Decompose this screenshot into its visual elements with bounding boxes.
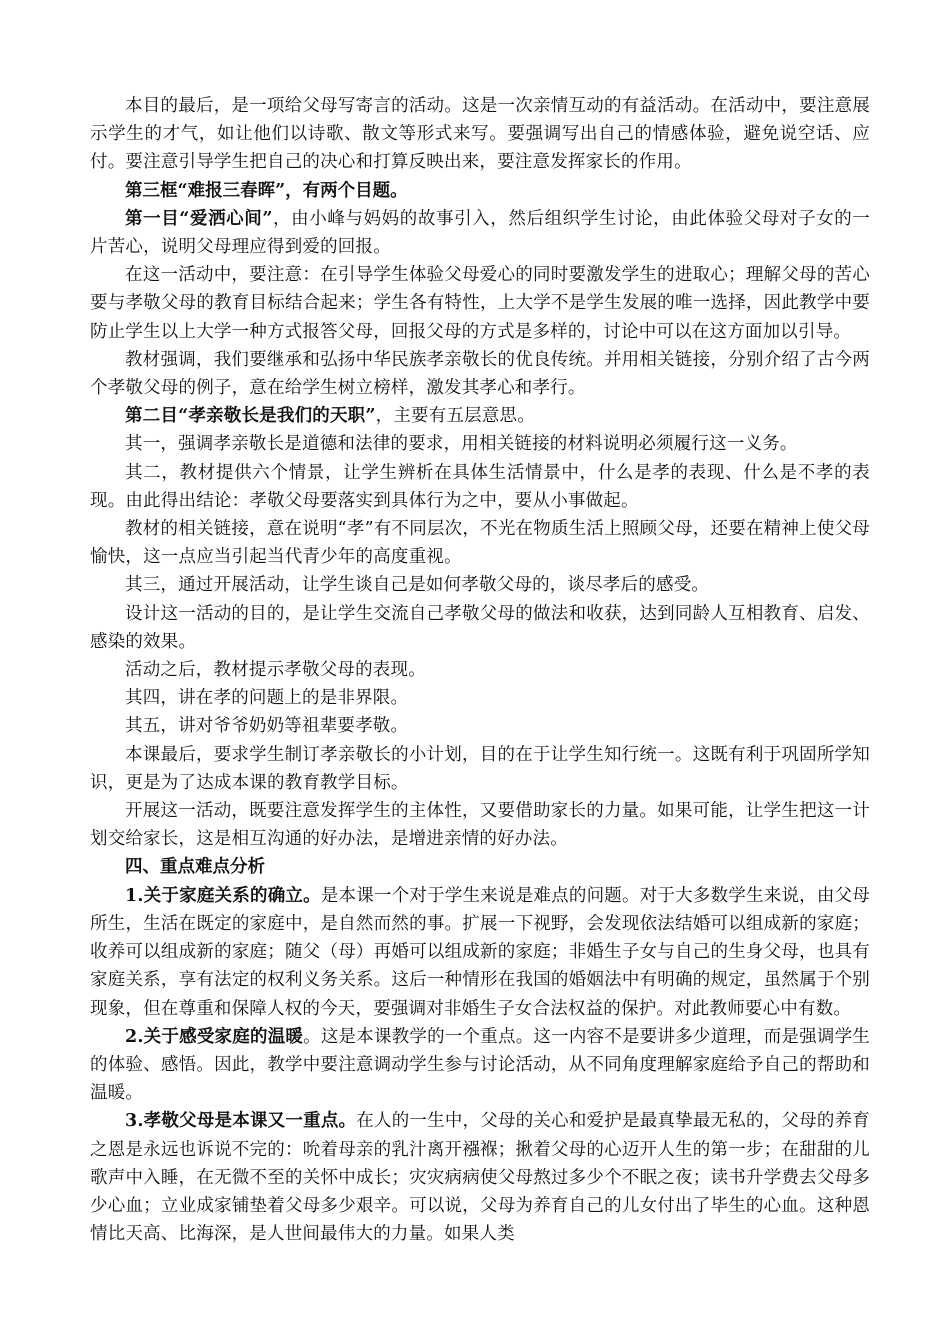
document-page <box>90 92 870 1248</box>
paragraph-point-five: 其五，讲对爷爷奶奶等祖辈要孝敬。 <box>125 716 409 737</box>
section-heading-key-points: 四、重点难点分析 <box>125 857 265 878</box>
paragraph-parent-message-activity: 本目的最后，是一项给父母写寄言的活动。这是一次亲情互动的有益活动。在活动中，要注意展示学生的才气，如让他们以诗歌、散文等形式来写。要强调写出自己的情感体验，避免说空话、应付。要注意引导学生把自己的决心和打算反映出来，要注意发挥家长的作用。 <box>90 96 870 173</box>
paragraph-family-relations <box>90 882 870 1023</box>
paragraph-point-two: 其二，教材提供六个情景，让学生辨析在具体生活情景中，什么是孝的表现、什么是不孝的表现。由此得出结论：孝敬父母要落实到具体行为之中，要从小事做起。 <box>90 462 870 511</box>
item-body: ，由小峰与妈妈的故事引入，然后组织学生讨论，由此体验父母对子女的一片苦心，说明父母理应得到爱的回报。 <box>90 208 870 258</box>
section-heading-third-frame: 第三框“难报三春晖”，有两个目题。 <box>125 180 408 201</box>
paragraph-first-item <box>90 205 870 261</box>
paragraph-related-link: 教材的相关链接，意在说明“孝”有不同层次，不光在物质生活上照顾父母，还要在精神上使父母愉快，这一点应当引起当代青少年的高度重视。 <box>90 519 870 568</box>
paragraph-family-warmth <box>90 1023 870 1108</box>
paragraph-point-one: 其一，强调孝亲敬长是道德和法律的要求，用相关链接的材料说明必须履行这一义务。 <box>125 434 798 455</box>
paragraph-after-activity: 活动之后，教材提示孝敬父母的表现。 <box>125 660 426 681</box>
item-title-love-in-heart: 第一目“爱洒心间” <box>125 208 273 229</box>
paragraph-second-item <box>90 402 870 430</box>
paragraph-lesson-end: 本课最后，要求学生制订孝亲敬长的小计划，目的在于让学生知行统一。这既有利于巩固所学知识，更是为了达成本课的教育教学目标。 <box>90 744 870 793</box>
item-body: ，主要有五层意思。 <box>375 406 535 427</box>
paragraph-tradition: 教材强调，我们要继承和弘扬中华民族孝亲敬长的优良传统。并用相关链接，分别介绍了古今两个孝敬父母的例子，意在给学生树立榜样，激发其孝心和孝行。 <box>90 349 870 399</box>
key-point-body-3: 在人的一生中，父母的关心和爱护是最真挚最无私的，父母的养育之恩是永远也诉说不完的：吮着母亲的乳汁离开襁褓；揪着父母的心迈开人生的第一步；在甜甜的儿歌声中入睡，在无微不至的关怀中成长；灾灾病病使父母熬过多少个不眠之夜；读书升学费去父母多少心血；立业成家铺垫着父母多少艰辛。可以说，父母为养育自己的儿女付出了毕生的心血。这种恩情比天高、比海深，是人世间最伟大的力量。如果人类 <box>90 1111 870 1245</box>
paragraph-activity-notes: 在这一活动中，要注意：在引导学生体验父母爱心的同时要激发学生的进取心；理解父母的苦心要与孝敬父母的教育目标结合起来；学生各有特性，上大学不是学生发展的唯一选择，因此教学中要防止学生以上大学一种方式报答父母，回报父母的方式是多样的，讨论中可以在这方面加以引导。 <box>90 265 870 342</box>
key-point-title-1: 1.关于家庭关系的确立。 <box>125 885 321 906</box>
paragraph-activity-purpose: 设计这一活动的目的，是让学生交流自己孝敬父母的做法和收获，达到同龄人互相教育、启发、感染的效果。 <box>90 603 870 652</box>
item-title-filial-duty: 第二目“孝亲敬长是我们的天职” <box>125 406 376 427</box>
paragraph-point-four: 其四，讲在孝的问题上的是非界限。 <box>125 688 409 709</box>
key-point-title-3: 3.孝敬父母是本课又一重点。 <box>125 1111 357 1132</box>
paragraph-point-three: 其三，通过开展活动，让学生谈自己是如何孝敬父母的，谈尽孝后的感受。 <box>125 575 710 596</box>
key-point-body-2: 。这是本课教学的一个重点。这一内容不是要讲多少道理，而是强调学生的体验、感悟。因此，教学中要注意调动学生参与讨论活动，从不同角度理解家庭给予自己的帮助和温暖。 <box>90 1026 870 1104</box>
key-point-body-1: 是本课一个对于学生来说是难点的问题。对于大多数学生来说，由父母所生，生活在既定的家庭中，是自然而然的事。扩展一下视野，会发现依法结婚可以组成新的家庭；收养可以组成新的家庭；随父（母）再婚可以组成新的家庭；非婚生子女与自己的生身父母，也具有家庭关系，享有法定的权利义务关系。这后一种情形在我国的婚姻法中有明确的规定，虽然属于个别现象，但在尊重和保障人权的今天，要强调对非婚生子女合法权益的保护。对此教师要心中有数。 <box>90 885 870 1019</box>
paragraph-activity-conduct: 开展这一活动，既要注意发挥学生的主体性，又要借助家长的力量。如果可能，让学生把这一计划交给家长，这是相互沟通的好办法，是增进亲情的好办法。 <box>90 801 870 850</box>
key-point-title-2: 2.关于感受家庭的温暖 <box>125 1026 304 1047</box>
paragraph-filial-piety <box>90 1107 870 1248</box>
